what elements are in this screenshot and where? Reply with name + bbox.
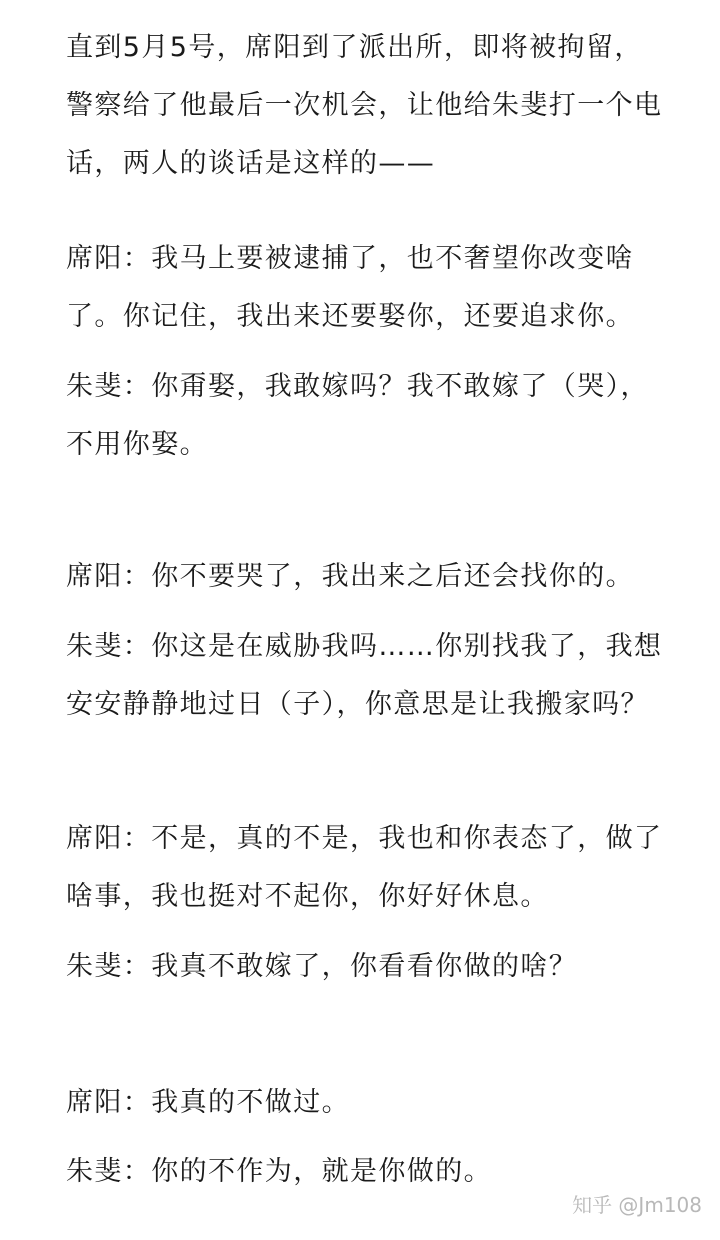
text-line: 直到5月5号，席阳到了派出所，即将被拘留， [66, 32, 643, 63]
paragraph-intro [66, 19, 666, 193]
dialogue-line-zhufei-1 [66, 358, 666, 474]
text-line: 席阳：我马上要被逮捕了，也不奢望你改变啥 [66, 243, 634, 274]
dialogue-line-zhufei-3 [66, 938, 666, 996]
text-line: 安安静静地过日（子），你意思是让我搬家吗？ [66, 689, 649, 720]
zhihu-watermark: 知乎 @Jm108 [572, 1193, 702, 1217]
text-line: 话，两人的谈话是这样的—— [66, 148, 436, 179]
dialogue-line-xiyang-4 [66, 1074, 666, 1132]
text-line: 朱斐：你甭娶，我敢嫁吗？我不敢嫁了（哭）， [66, 371, 649, 402]
text-line: 席阳：你不要哭了，我出来之后还会找你的。 [66, 561, 634, 592]
text-line: 啥事，我也挺对不起你，你好好休息。 [66, 881, 549, 912]
dialogue-line-xiyang-2 [66, 548, 666, 606]
dialogue-line-xiyang-1 [66, 230, 666, 346]
text-line: 了。你记住，我出来还要娶你，还要追求你。 [66, 301, 634, 332]
text-line: 警察给了他最后一次机会，让他给朱斐打一个电 [66, 90, 663, 121]
text-line: 朱斐：你的不作为，就是你做的。 [66, 1156, 492, 1187]
dialogue-line-zhufei-2 [66, 618, 666, 734]
text-line: 朱斐：我真不敢嫁了，你看看你做的啥？ [66, 951, 578, 982]
text-line: 席阳：不是，真的不是，我也和你表态了，做了 [66, 823, 663, 854]
text-line: 不用你娶。 [66, 429, 208, 460]
text-line: 朱斐：你这是在威胁我吗……你别找我了，我想 [66, 631, 663, 662]
text-line: 席阳：我真的不做过。 [66, 1087, 350, 1118]
dialogue-line-xiyang-3 [66, 810, 666, 926]
